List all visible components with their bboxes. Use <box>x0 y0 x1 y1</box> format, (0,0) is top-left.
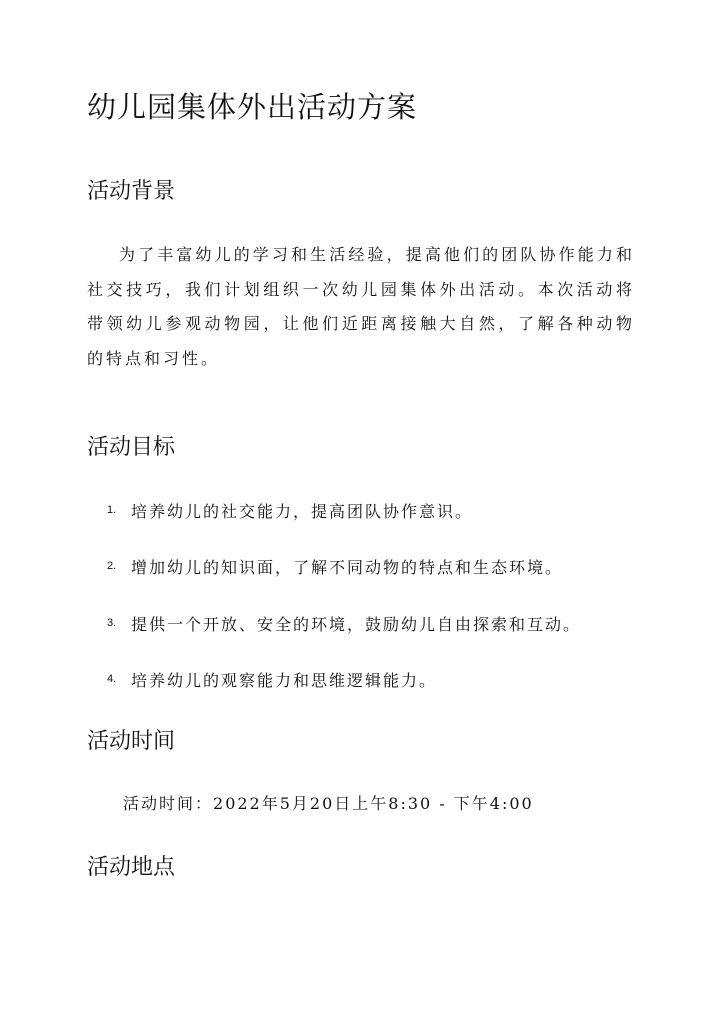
activity-time-line <box>123 791 534 814</box>
background-paragraph: 为了丰富幼儿的学习和生活经验，提高他们的团队协作能力和社交技巧，我们计划组织一次幼儿园集体外出活动。本次活动将带领幼儿参观动物园，让他们近距离接触大自然，了解各种动物的特点和习性。 <box>87 245 635 368</box>
list-item-number: 1. <box>107 504 117 516</box>
activity-time-value: 2022年5月20日上午8:30 - 下午4:00 <box>213 794 534 813</box>
list-item-number: 3. <box>107 617 117 629</box>
list-item-text: 培养幼儿的社交能力，提高团队协作意识。 <box>131 502 474 521</box>
list-item-text: 提供一个开放、安全的环境，鼓励幼儿自由探索和互动。 <box>131 615 582 634</box>
list-item-text: 增加幼儿的知识面，了解不同动物的特点和生态环境。 <box>131 558 564 577</box>
list-item-text: 培养幼儿的观察能力和思维逻辑能力。 <box>131 671 438 690</box>
activity-time-label: 活动时间： <box>123 794 214 813</box>
list-item-number: 4. <box>107 673 117 685</box>
document-title: 幼儿园集体外出活动方案 <box>87 90 418 124</box>
section-heading-background: 活动背景 <box>87 179 176 204</box>
section-heading-time: 活动时间 <box>87 729 176 754</box>
section-heading-place: 活动地点 <box>87 855 176 880</box>
list-item-number: 2. <box>107 560 117 572</box>
section-heading-goals: 活动目标 <box>87 435 176 460</box>
